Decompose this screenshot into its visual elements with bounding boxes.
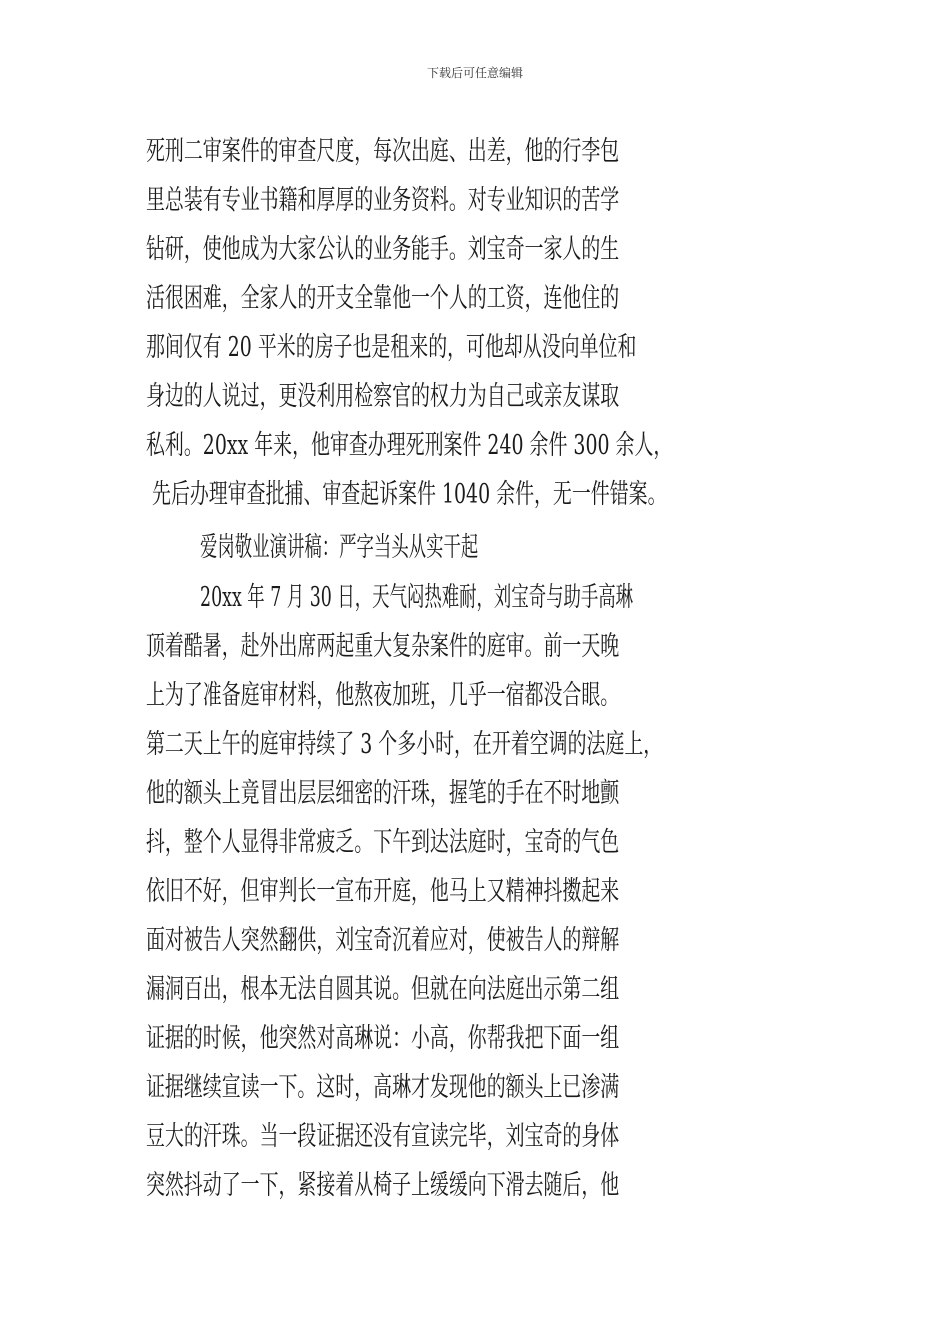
page-header: 下载后可任意编辑: [426, 66, 523, 80]
text-line: 证据继续宣读一下。这时，高琳才发现他的额头上已渗满: [146, 1072, 620, 1103]
text-line: 活很困难，全家人的开支全靠他一个人的工资，连他住的: [146, 283, 620, 314]
text-line: 突然抖动了一下，紧接着从椅子上缓缓向下滑去随后，他: [146, 1170, 620, 1201]
text-line: 漏洞百出，根本无法自圆其说。但就在向法庭出示第二组: [146, 974, 620, 1005]
text-line: 私利。20xx 年来，他审查办理死刑案件 240 余件 300 余人，: [146, 430, 673, 461]
text-line: 他的额头上竟冒出层层细密的汗珠，握笔的手在不时地颤: [146, 778, 620, 809]
text-line: 证据的时候，他突然对高琳说：小高，你帮我把下面一组: [146, 1023, 620, 1054]
text-line: 里总装有专业书籍和厚厚的业务资料。对专业知识的苦学: [146, 185, 620, 216]
text-line: 豆大的汗珠。当一段证据还没有宣读完毕，刘宝奇的身体: [146, 1121, 620, 1152]
text-line: 第二天上午的庭审持续了 3 个多小时，在开着空调的法庭上，: [146, 729, 663, 760]
text-line: 面对被告人突然翻供，刘宝奇沉着应对，使被告人的辩解: [146, 925, 620, 956]
text-line: 那间仅有 20 平米的房子也是租来的，可他却从没向单位和: [146, 332, 637, 363]
text-line: 身边的人说过，更没利用检察官的权力为自己或亲友谋取: [146, 381, 620, 412]
text-line: 20xx 年 7 月 30 日，天气闷热难耐，刘宝奇与助手高琳: [200, 582, 634, 613]
text-line: 顶着酷暑，赴外出席两起重大复杂案件的庭审。前一天晚: [146, 631, 620, 662]
text-line: 依旧不好，但审判长一宣布开庭，他马上又精神抖擞起来: [146, 876, 620, 907]
text-line: 上为了准备庭审材料，他熬夜加班，几乎一宿都没合眼。: [146, 680, 620, 711]
section-heading: 爱岗敬业演讲稿：严字当头从实干起: [200, 532, 479, 563]
text-line: 抖，整个人显得非常疲乏。下午到达法庭时，宝奇的气色: [146, 827, 620, 858]
text-line: 先后办理审查批捕、审查起诉案件 1040 余件，无一件错案。: [146, 479, 667, 510]
text-line: 钻研，使他成为大家公认的业务能手。刘宝奇一家人的生: [146, 234, 620, 265]
text-line: 死刑二审案件的审查尺度，每次出庭、出差，他的行李包: [146, 136, 620, 167]
